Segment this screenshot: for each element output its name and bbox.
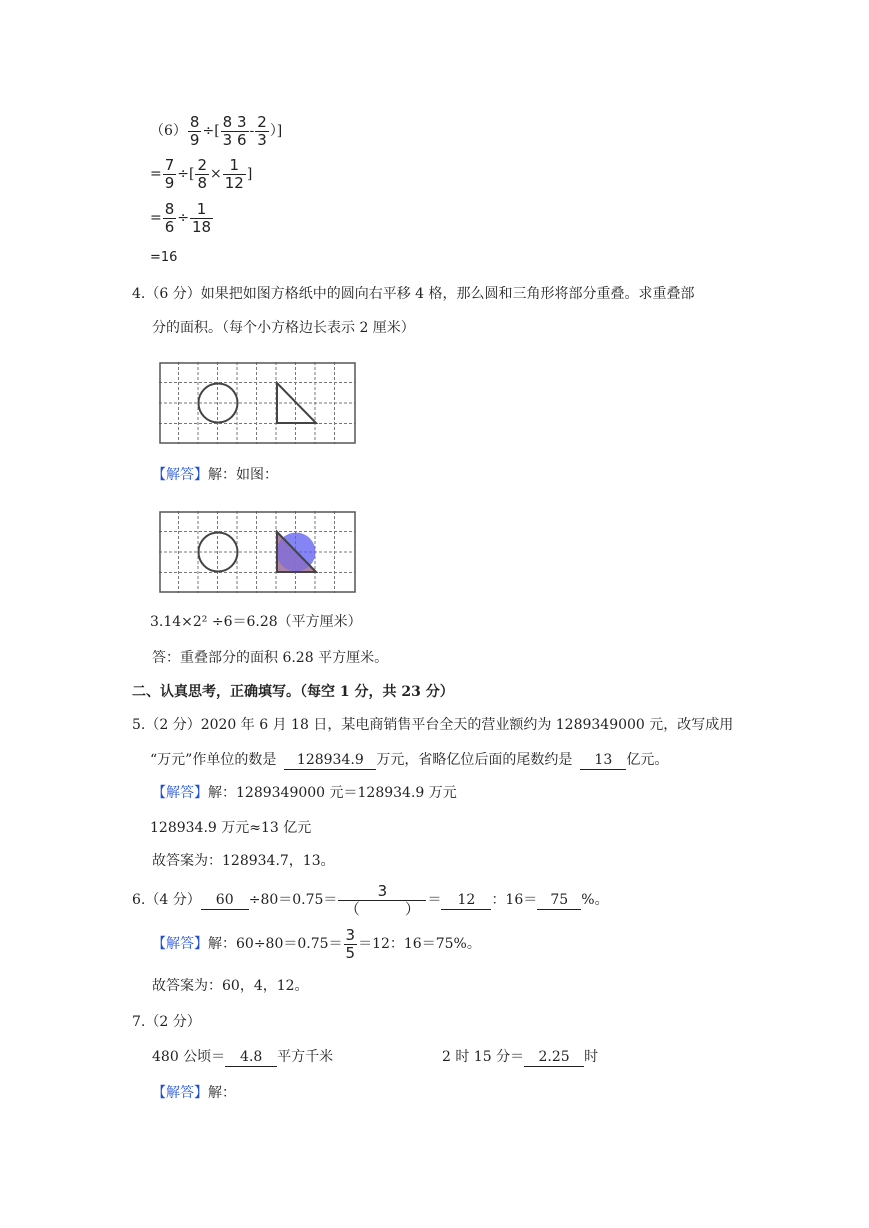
eq6-step1: = $\frac{7}{9}$ ÷[ $\frac{2}{8}$ × $\frac{1}{12}$ ]	[150, 155, 253, 192]
q6-blank-3: 75	[537, 891, 581, 910]
answer-tag: 【解答】	[152, 467, 208, 483]
section2-title: 二、认真思考，正确填写。（每空 1 分，共 23 分）	[132, 684, 454, 700]
q7-right: 2 时 15 分＝ 2.25 时	[442, 1049, 599, 1065]
eq6-fraction-2: $\frac{8 3}{3 6}$	[222, 112, 247, 149]
eq6-minus: -	[249, 123, 255, 139]
eq6-rbracket: ）]	[269, 123, 283, 139]
q5-answer: 【解答】解：1289349000 元＝128934.9 万元	[152, 785, 457, 801]
eq6-fraction-1: $\frac{8}{9}$	[189, 112, 200, 149]
eq6-step1-fraction-3: $\frac{1}{12}$	[224, 155, 244, 192]
q4-answer-figure	[159, 511, 357, 595]
q5-line1: 5.（2 分）2020 年 6 月 18 日，某电商销售平台全天的营业额约为 1289349000 元，改写成用	[132, 717, 734, 733]
q6-line: 6.（4 分） 60 ÷80＝0.75＝ $\frac{3}{( )}$ ＝ 12 ：16＝ 75 %。	[132, 881, 609, 918]
q6-result: 故答案为：60，4，12。	[152, 978, 309, 994]
q7-blank-1: 4.8	[225, 1048, 277, 1067]
eq6-lbracket: [	[214, 123, 220, 139]
eq6-step2: = $\frac{8}{6}$ ÷ $\frac{1}{18}$	[150, 199, 212, 236]
q6-blank-1: 60	[201, 891, 249, 910]
q5-result: 故答案为：128934.7，13。	[152, 853, 335, 869]
q5-step2: 128934.9 万元≈13 亿元	[150, 820, 312, 836]
eq6-step2-fraction-2: $\frac{1}{18}$	[192, 199, 212, 236]
q4-conclusion: 答：重叠部分的面积 6.28 平方厘米。	[152, 650, 389, 666]
answer-tag: 【解答】	[152, 1085, 208, 1101]
eq6-step1-fraction-1: $\frac{7}{9}$	[164, 155, 175, 192]
q5-line2: “万元”作单位的数是 128934.9 万元，省略亿位后面的尾数约是 13 亿元。	[150, 752, 669, 768]
q5-blank-2: 13	[580, 751, 626, 770]
eq6-step1-fraction-2: $\frac{2}{8}$	[197, 155, 208, 192]
eq6-label: （6）	[150, 123, 187, 139]
eq6-fraction-3: $\frac{2}{3}$	[257, 112, 267, 149]
q4-line2: 分的面积。（每个小方格边长表示 2 厘米）	[152, 320, 415, 336]
eq6-line	[150, 112, 282, 150]
eq6-step2-fraction-1: $\frac{8}{6}$	[164, 199, 175, 236]
eq6-step3: =16	[150, 250, 178, 265]
q6-blank-2: 12	[441, 891, 491, 910]
q6-answer-fraction: $\frac{3}{5}$	[345, 925, 356, 962]
q7-title: 7.（2 分）	[132, 1014, 201, 1030]
q4-answer: 【解答】解：如图：	[152, 467, 278, 483]
q7-answer: 【解答】解：	[152, 1085, 236, 1101]
q4-grid-figure	[159, 362, 357, 446]
q7-blank-2: 2.25	[524, 1048, 584, 1067]
answer-tag: 【解答】	[152, 785, 208, 801]
q5-blank-1: 128934.9	[284, 751, 376, 770]
q4-calc: 3.14×2² ÷6＝6.28（平方厘米）	[150, 614, 362, 630]
answer-tag: 【解答】	[152, 936, 208, 952]
q6-fraction: $\frac{3}{( )}$	[338, 883, 426, 918]
q4-line1: 4.（6 分）如果把如图方格纸中的圆向右平移 4 格，那么圆和三角形将部分重叠。求重叠部	[132, 286, 695, 302]
q6-answer: 【解答】解：60÷80＝0.75＝ $\frac{3}{5}$ ＝12：16＝75%。	[152, 925, 481, 962]
eq6-div: ÷	[202, 123, 215, 139]
q7-left: 480 公顷＝ 4.8 平方千米	[152, 1049, 334, 1065]
